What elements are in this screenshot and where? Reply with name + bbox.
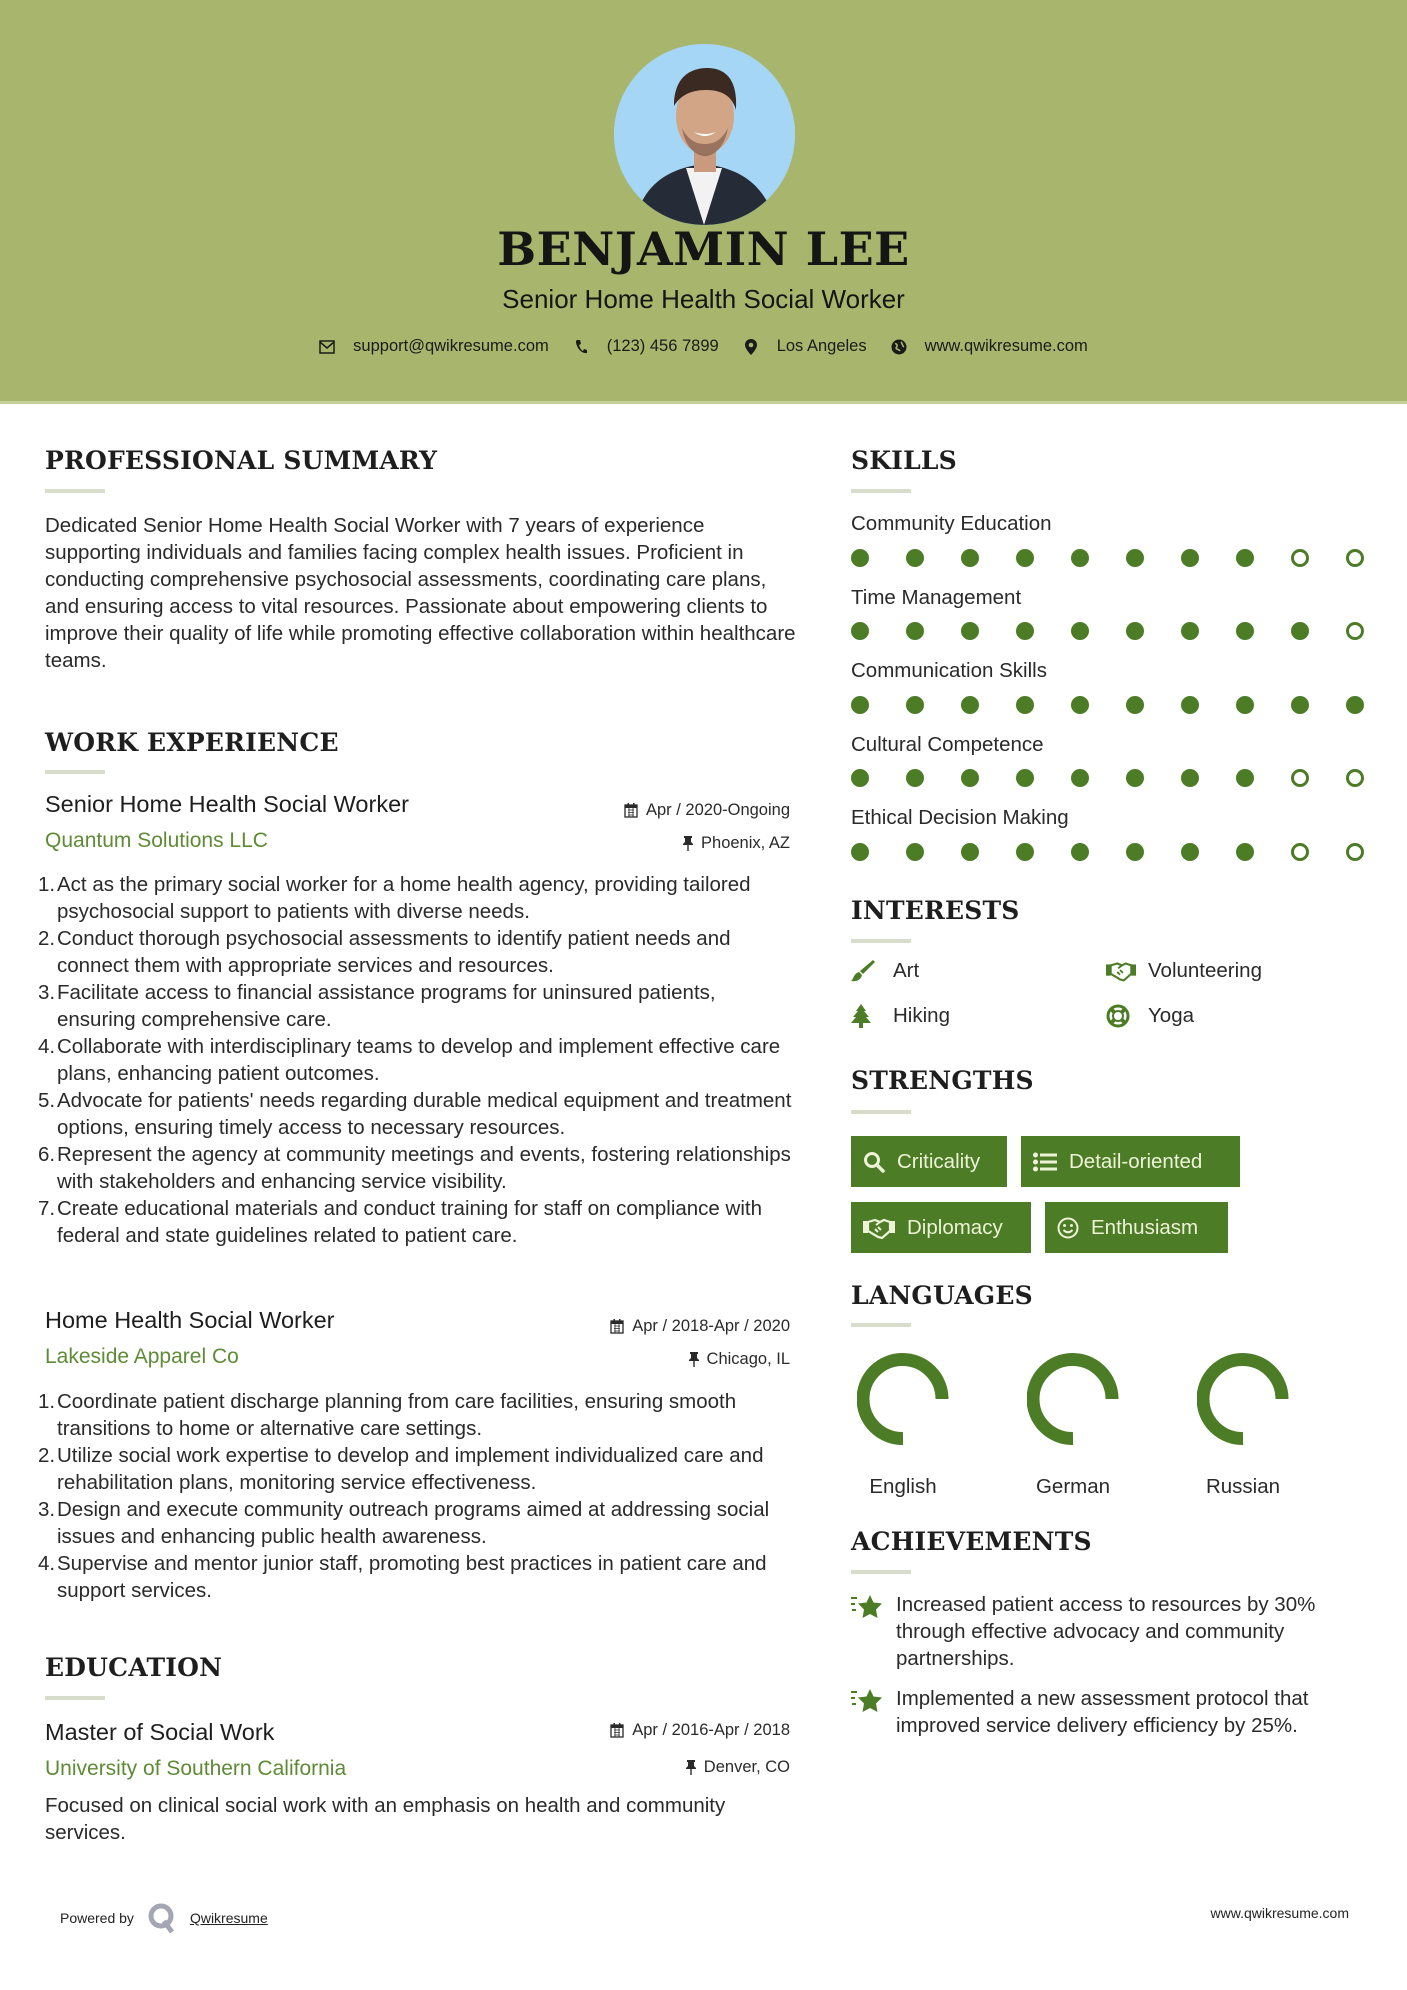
rating-dot-filled — [1071, 769, 1089, 787]
skill-name: Communication Skills — [851, 659, 1047, 682]
section-divider — [851, 1323, 911, 1327]
rating-dot-filled — [961, 696, 979, 714]
location-text: Los Angeles — [776, 337, 867, 355]
list-item: 4. Collaborate with interdisciplinary teams to develop and implement effective care plans, enhancing patient outcomes. — [38, 1035, 781, 1085]
pushpin-icon — [689, 1352, 699, 1367]
strength-badge — [851, 1136, 1007, 1187]
powered-by-text: Powered by — [60, 1910, 134, 1926]
paintbrush-icon — [851, 959, 881, 983]
search-icon — [863, 1151, 885, 1173]
contact-email[interactable] — [319, 337, 549, 356]
rating-dot-filled — [1236, 843, 1254, 861]
interest-item — [1106, 1004, 1194, 1028]
contact-website[interactable] — [891, 337, 1088, 356]
rating-dot-filled — [906, 549, 924, 567]
language-label: English — [869, 1475, 937, 1498]
job-title: Home Health Social Worker — [45, 1307, 335, 1333]
summary-text: Dedicated Senior Home Health Social Worker with 7 years of experience supporting individuals and families facing complex health issues. Proficient in conducting comprehensive psychosocial assessments, coordinating care plans, and ensuring access to vital resources. Passionate about empowering clients to improve their quality of life while promoting effective collaboration within healthcare teams. — [45, 514, 796, 672]
website-text: www.qwikresume.com — [924, 337, 1088, 355]
education-location-text: Denver, CO — [703, 1758, 790, 1776]
interest-label: Yoga — [1148, 1004, 1194, 1027]
job-location-text: Phoenix, AZ — [701, 834, 790, 852]
rating-dot-filled — [961, 769, 979, 787]
education-description: Focused on clinical social work with an emphasis on health and community services. — [45, 1794, 726, 1844]
section-divider — [851, 1570, 911, 1574]
rating-dot-filled — [851, 843, 869, 861]
globe-icon — [891, 339, 907, 355]
job-dates — [624, 801, 790, 820]
qwikresume-logo-icon — [148, 1903, 176, 1933]
rating-dot-empty — [1346, 622, 1364, 640]
skill-name: Ethical Decision Making — [851, 806, 1069, 829]
strength-label: Diplomacy — [907, 1215, 1003, 1239]
skill-rating — [851, 549, 1401, 567]
education-dates-text: Apr / 2016-Apr / 2018 — [632, 1721, 790, 1739]
list-item: 7. Create educational materials and conduct training for staff on compliance with federal and state guidelines related to patient care. — [38, 1197, 762, 1247]
rating-dot-filled — [1126, 622, 1144, 640]
rating-dot-filled — [1236, 696, 1254, 714]
rating-dot-filled — [1236, 622, 1254, 640]
language-item — [1183, 1353, 1303, 1499]
calendar-icon — [624, 803, 638, 818]
rating-dot-filled — [1071, 696, 1089, 714]
rating-dot-filled — [906, 622, 924, 640]
rating-dot-filled — [1126, 549, 1144, 567]
list-item: 2. Utilize social work expertise to develop and implement individualized care and rehabilitation plans, monitoring service effectiveness. — [38, 1444, 764, 1494]
list-item: 3. Facilitate access to financial assistance programs for uninsured patients, ensuring comprehensive care. — [38, 981, 716, 1031]
list-item: 1. Act as the primary social worker for a home health agency, providing tailored psychosocial support to patients with diverse needs. — [38, 873, 751, 923]
experience-heading: WORK EXPERIENCE — [45, 728, 339, 757]
strength-label: Enthusiasm — [1091, 1215, 1199, 1239]
interests-heading: INTERESTS — [851, 896, 1020, 925]
achievement-text: Implemented a new assessment protocol that improved service delivery efficiency by 25%. — [896, 1687, 1309, 1737]
skill-rating — [851, 696, 1401, 714]
section-divider — [45, 770, 105, 774]
job-bullets — [38, 1388, 798, 1604]
rating-dot-filled — [851, 549, 869, 567]
rating-dot-filled — [961, 843, 979, 861]
contact-location — [743, 337, 867, 356]
rating-dot-filled — [961, 622, 979, 640]
rating-dot-filled — [961, 549, 979, 567]
rating-dot-filled — [1291, 696, 1309, 714]
rating-dot-filled — [906, 843, 924, 861]
rating-dot-filled — [906, 769, 924, 787]
section-divider — [851, 1110, 911, 1114]
rating-dot-filled — [1236, 549, 1254, 567]
rating-dot-filled — [1181, 769, 1199, 787]
rating-dot-filled — [1071, 549, 1089, 567]
map-marker-icon — [743, 339, 759, 355]
calendar-icon — [610, 1723, 624, 1738]
list-item: 4. Supervise and mentor junior staff, promoting best practices in patient care and support services. — [38, 1552, 767, 1602]
achievement-text: Increased patient access to resources by 30% through effective advocacy and community partnerships. — [896, 1593, 1316, 1670]
rating-dot-filled — [1016, 843, 1034, 861]
list-item: 6. Represent the agency at community meetings and events, fostering relationships with stakeholders and enhancing service visibility. — [38, 1143, 791, 1193]
rating-dot-filled — [851, 696, 869, 714]
resume-header — [0, 0, 1407, 404]
skill-rating — [851, 769, 1401, 787]
education-location — [686, 1758, 790, 1777]
rating-dot-filled — [1016, 622, 1034, 640]
candidate-title: Senior Home Health Social Worker — [502, 284, 905, 314]
strength-badge — [1045, 1202, 1228, 1253]
rating-dot-filled — [1016, 549, 1034, 567]
life-ring-icon — [1106, 1004, 1136, 1028]
qwikresume-link[interactable]: Qwikresume — [189, 1910, 268, 1926]
section-divider — [45, 1696, 105, 1700]
job-dates-text: Apr / 2018-Apr / 2020 — [632, 1317, 790, 1335]
strength-badge — [851, 1202, 1031, 1253]
language-progress-ring — [1197, 1353, 1289, 1445]
rating-dot-filled — [1181, 696, 1199, 714]
rating-dot-empty — [1346, 843, 1364, 861]
tree-icon — [851, 1004, 881, 1028]
strength-badge — [1021, 1136, 1240, 1187]
rating-dot-empty — [1346, 769, 1364, 787]
rating-dot-filled — [1181, 549, 1199, 567]
achievements-heading: ACHIEVEMENTS — [851, 1527, 1092, 1556]
interest-label: Volunteering — [1148, 959, 1262, 982]
list-item: 1. Coordinate patient discharge planning from care facilities, ensuring smooth transitions to home or alternative care settings. — [38, 1390, 737, 1440]
section-divider — [851, 939, 911, 943]
job-location — [683, 834, 790, 853]
interest-label: Hiking — [893, 1004, 950, 1027]
person-photo-icon — [614, 44, 795, 225]
skill-name: Community Education — [851, 512, 1052, 535]
rating-dot-filled — [1016, 769, 1034, 787]
strengths-heading: STRENGTHS — [851, 1066, 1034, 1095]
education-dates — [610, 1721, 790, 1740]
degree-title: Master of Social Work — [45, 1719, 275, 1745]
job-location-text: Chicago, IL — [706, 1350, 790, 1368]
pushpin-icon — [683, 836, 693, 851]
skill-name: Time Management — [851, 586, 1022, 609]
list-icon — [1033, 1152, 1057, 1172]
strength-label: Criticality — [897, 1149, 981, 1173]
section-divider — [851, 489, 911, 493]
rating-dot-filled — [1181, 622, 1199, 640]
job-company: Lakeside Apparel Co — [45, 1345, 239, 1368]
rating-dot-filled — [1071, 843, 1089, 861]
achievement-item — [851, 1685, 1371, 1739]
language-progress-ring — [857, 1353, 949, 1445]
skill-rating — [851, 622, 1401, 640]
job-location — [689, 1350, 790, 1369]
summary-heading: PROFESSIONAL SUMMARY — [45, 446, 438, 475]
languages-heading: LANGUAGES — [851, 1281, 1033, 1310]
rating-dot-filled — [1126, 696, 1144, 714]
list-item: 2. Conduct thorough psychosocial assessments to identify patient needs and connect them with appropriate services and resources. — [38, 927, 731, 977]
rating-dot-filled — [1346, 696, 1364, 714]
language-item — [843, 1353, 963, 1499]
rating-dot-empty — [1346, 549, 1364, 567]
footer-url[interactable]: www.qwikresume.com — [1210, 1905, 1349, 1921]
rating-dot-empty — [1291, 549, 1309, 567]
interest-item — [851, 1004, 950, 1028]
rating-dot-filled — [906, 696, 924, 714]
skill-name: Cultural Competence — [851, 733, 1044, 756]
job-dates — [610, 1317, 790, 1336]
rating-dot-filled — [1126, 843, 1144, 861]
handshake-icon — [1106, 960, 1136, 982]
skills-heading: SKILLS — [851, 446, 957, 475]
calendar-icon — [610, 1319, 624, 1334]
language-item — [1013, 1353, 1133, 1499]
section-divider — [45, 489, 105, 493]
skill-rating — [851, 843, 1401, 861]
rating-dot-filled — [1126, 769, 1144, 787]
strength-label: Detail-oriented — [1069, 1149, 1203, 1173]
language-label: German — [1035, 1475, 1111, 1498]
smile-icon — [1057, 1217, 1079, 1239]
language-progress-ring — [1027, 1353, 1119, 1445]
pushpin-icon — [686, 1760, 696, 1775]
star-icon — [851, 1685, 896, 1739]
job-bullets — [38, 871, 798, 1249]
language-label: Russian — [1205, 1475, 1281, 1498]
envelope-icon — [319, 339, 335, 355]
contact-bar — [0, 337, 1407, 356]
footer-powered-by — [60, 1903, 268, 1933]
rating-dot-filled — [851, 622, 869, 640]
interest-label: Art — [893, 959, 920, 982]
rating-dot-filled — [1016, 696, 1034, 714]
job-dates-text: Apr / 2020-Ongoing — [645, 801, 790, 819]
rating-dot-filled — [1291, 622, 1309, 640]
rating-dot-filled — [851, 769, 869, 787]
list-item: 3. Design and execute community outreach programs aimed at addressing social issues and enhancing public health awareness. — [38, 1498, 770, 1548]
candidate-name: BENJAMIN LEE — [497, 222, 910, 276]
interest-item — [1106, 959, 1262, 983]
interest-item — [851, 959, 919, 983]
rating-dot-filled — [1236, 769, 1254, 787]
rating-dot-filled — [1181, 843, 1199, 861]
job-title: Senior Home Health Social Worker — [45, 791, 409, 817]
job-company: Quantum Solutions LLC — [45, 829, 268, 852]
phone-text: (123) 456 7899 — [606, 337, 719, 355]
handshake-icon — [863, 1217, 895, 1239]
achievement-item — [851, 1591, 1371, 1672]
rating-dot-empty — [1291, 769, 1309, 787]
rating-dot-empty — [1291, 843, 1309, 861]
phone-icon — [573, 339, 589, 355]
school-name: University of Southern California — [45, 1757, 347, 1780]
profile-photo — [614, 44, 795, 225]
email-text: support@qwikresume.com — [353, 337, 549, 355]
rating-dot-filled — [1071, 622, 1089, 640]
contact-phone[interactable] — [573, 337, 719, 356]
list-item: 5. Advocate for patients' needs regarding durable medical equipment and treatment options, ensuring timely access to necessary resources. — [38, 1089, 792, 1139]
star-icon — [851, 1591, 896, 1672]
education-heading: EDUCATION — [45, 1653, 223, 1682]
